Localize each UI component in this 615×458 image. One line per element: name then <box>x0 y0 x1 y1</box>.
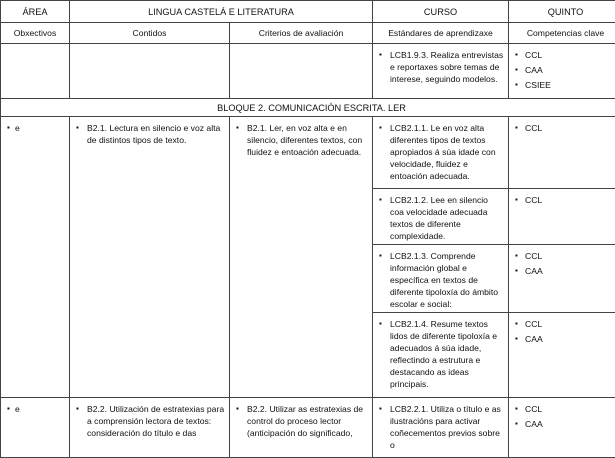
standard-cell <box>373 189 509 245</box>
content-cell <box>70 398 230 458</box>
criterion-text: ▪ B2.1. Ler, en voz alta e en silencio, diferentes textos, con fluidez e entoación adecuada. <box>233 122 368 158</box>
content-text: ▪ B2.2. Utilización de estratexias para a comprensión lectora de textos: consideración do título e das <box>73 403 225 439</box>
objective-item: ▪ e <box>4 122 65 134</box>
content-text: ▪ B2.1. Lectura en silencio e voz alta de distintos tipos de texto. <box>73 122 225 146</box>
competence-item: ▪ CCL <box>512 318 615 330</box>
standard-cell <box>373 117 509 189</box>
standard-text: ▪ LCB2.1.3. Comprende información global e específica en textos de diferente tipoloxía do ámbito escolar e social: <box>376 250 504 310</box>
competence-cell <box>509 189 615 245</box>
content-cell <box>70 44 230 99</box>
competence-item: ▪ CCL <box>512 122 615 134</box>
criterion-text: ▪ B2.2. Utilizar as estratexias de control do proceso lector (anticipación do significado, <box>233 403 368 439</box>
objective-item: ▪ e <box>4 403 65 415</box>
column-header-row <box>1 23 615 44</box>
competence-item: ▪ CAA <box>512 265 615 277</box>
column-header-contents: Contidos <box>70 23 230 44</box>
competence-cell <box>509 44 615 99</box>
standard-cell <box>373 398 509 458</box>
block-title-row <box>1 99 615 117</box>
course-label: CURSO <box>373 1 509 23</box>
content-cell <box>70 117 230 398</box>
column-header-criteria: Criterios de avaliación <box>230 23 373 44</box>
competence-item: ▪ CCL <box>512 194 615 206</box>
competence-item: ▪ CAA <box>512 64 615 76</box>
competence-cell <box>509 398 615 458</box>
competence-item: ▪ CCL <box>512 403 615 415</box>
standard-cell <box>373 245 509 313</box>
column-header-objectives: Obxectivos <box>1 23 70 44</box>
competence-cell <box>509 245 615 313</box>
standard-cell <box>373 44 509 99</box>
competence-item: ▪ CCL <box>512 250 615 262</box>
criterion-cell <box>230 44 373 99</box>
criterion-cell <box>230 117 373 398</box>
competence-item: ▪ CAA <box>512 418 615 430</box>
standard-text: ▪ LCB2.1.2. Lee en silencio coa velocidade adecuada textos de diferente complexidade. <box>376 194 504 242</box>
table-row <box>1 398 615 458</box>
subject-title: LINGUA CASTELÁ E LITERATURA <box>70 1 373 23</box>
table-row <box>1 117 615 189</box>
competence-cell <box>509 117 615 189</box>
standard-text: ▪ LCB2.2.1. Utiliza o título e as ilustracións para activar coñecementos previos sobre o <box>376 403 504 451</box>
course-value: QUINTO <box>509 1 615 23</box>
standard-text: ▪ LCB2.1.4. Resume textos lidos de diferente tipoloxía e adecuados á súa idade, reflectindo a estrutura e destacando as ideas principais. <box>376 318 504 390</box>
column-header-standards: Estándares de aprendizaxe <box>373 23 509 44</box>
competence-item: ▪ CSIEE <box>512 79 615 91</box>
criterion-cell <box>230 398 373 458</box>
column-header-competences: Competencias clave <box>509 23 615 44</box>
standard-text: ▪ LCB2.1.1. Le en voz alta diferentes tipos de textos apropiados á súa idade con velocidade, fluidez e entoación adecuada. <box>376 122 504 182</box>
objective-cell <box>1 117 70 398</box>
standard-text: ▪ LCB1.9.3. Realiza entrevistas e reportaxes sobre temas de interese, seguindo modelos. <box>376 49 504 85</box>
objective-cell <box>1 398 70 458</box>
area-label: ÁREA <box>1 1 70 23</box>
header-row <box>1 1 615 23</box>
block-title: BLOQUE 2. COMUNICACIÓN ESCRITA. LER <box>1 99 615 117</box>
table-row <box>1 44 615 99</box>
objective-cell <box>1 44 70 99</box>
competence-item: ▪ CAA <box>512 333 615 345</box>
standard-cell <box>373 313 509 398</box>
competence-cell <box>509 313 615 398</box>
competence-item: ▪ CCL <box>512 49 615 61</box>
